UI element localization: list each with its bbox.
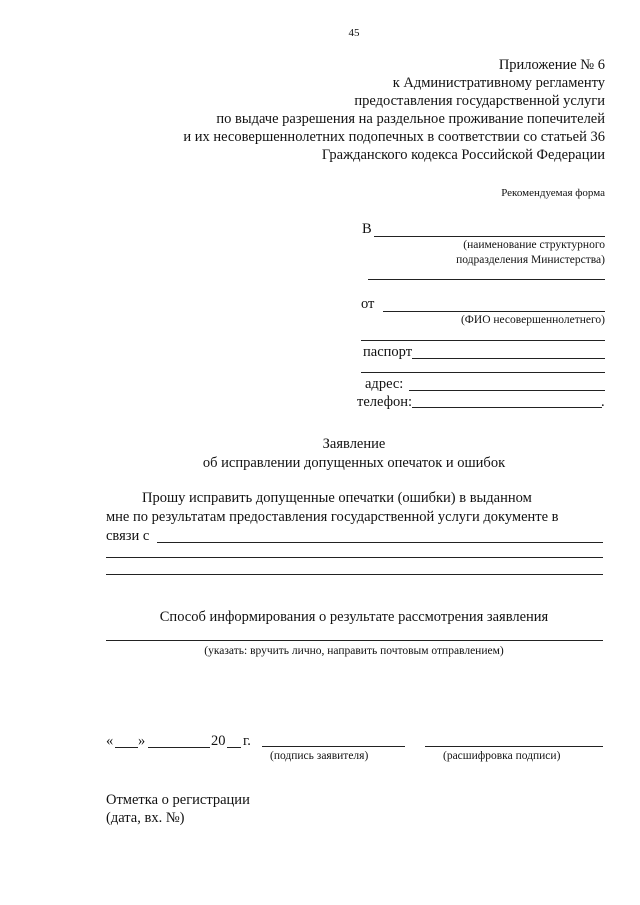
date-month-field[interactable] bbox=[148, 747, 210, 748]
signature-field-line[interactable] bbox=[262, 746, 405, 747]
registration-mark-hint: (дата, вх. №) bbox=[106, 810, 185, 826]
to-hint-2: подразделения Министерства) bbox=[456, 254, 605, 266]
reason-field-line-3[interactable] bbox=[106, 574, 603, 575]
date-year-prefix: 20 bbox=[211, 733, 226, 749]
phone-field-line[interactable] bbox=[412, 407, 602, 408]
to-hint-1: (наименование структурного bbox=[463, 239, 605, 251]
passport-field-line[interactable] bbox=[412, 358, 605, 359]
reason-field-line-2[interactable] bbox=[106, 557, 603, 558]
body-line-2: мне по результатам предоставления государственной услуги документе в bbox=[106, 509, 559, 525]
from-field-line-2[interactable] bbox=[361, 340, 605, 341]
body-line-1: Прошу исправить допущенные опечатки (ошибки) в выданном bbox=[142, 490, 532, 506]
body-line-3: связи с bbox=[106, 528, 150, 544]
passport-field-line-2[interactable] bbox=[361, 372, 605, 373]
phone-label: телефон: bbox=[357, 394, 413, 410]
notification-heading: Способ информирования о результате рассмотрения заявления bbox=[159, 609, 549, 625]
date-year-suffix: г. bbox=[243, 733, 251, 749]
notification-hint: (указать: вручить лично, направить почтовым отправлением) bbox=[204, 645, 504, 657]
date-open-quote: « bbox=[106, 733, 114, 749]
from-field-line[interactable] bbox=[383, 311, 605, 312]
signature-decode-field-line[interactable] bbox=[425, 746, 603, 747]
date-year-field[interactable] bbox=[227, 747, 241, 748]
recommended-form-label: Рекомендуемая форма bbox=[501, 187, 605, 199]
phone-end-dot: . bbox=[601, 394, 605, 410]
page-number: 45 bbox=[348, 27, 360, 39]
appendix-line-5: и их несовершеннолетних подопечных в соответствии со статьей 36 bbox=[183, 129, 605, 145]
from-hint: (ФИО несовершеннолетнего) bbox=[460, 314, 605, 326]
document-title: Заявление bbox=[322, 436, 386, 452]
passport-label: паспорт bbox=[363, 344, 413, 360]
appendix-line-6: Гражданского кодекса Российской Федерации bbox=[321, 147, 605, 163]
address-field-line[interactable] bbox=[409, 390, 605, 391]
signature-decode-hint: (расшифровка подписи) bbox=[443, 750, 561, 762]
from-label: от bbox=[361, 296, 375, 312]
reason-field-line-1[interactable] bbox=[157, 542, 603, 543]
appendix-line-3: предоставления государственной услуги bbox=[354, 93, 605, 109]
address-label: адрес: bbox=[365, 376, 404, 392]
appendix-line-1: Приложение № 6 bbox=[498, 57, 605, 73]
to-field-line-2[interactable] bbox=[368, 279, 605, 280]
signature-hint: (подпись заявителя) bbox=[270, 750, 369, 762]
document-subtitle: об исправлении допущенных опечаток и ошибок bbox=[202, 455, 506, 471]
appendix-line-4: по выдаче разрешения на раздельное проживание попечителей bbox=[216, 111, 605, 127]
registration-mark-label: Отметка о регистрации bbox=[106, 792, 250, 808]
appendix-line-2: к Административному регламенту bbox=[392, 75, 605, 91]
date-close-quote: » bbox=[138, 733, 146, 749]
date-day-field[interactable] bbox=[115, 747, 138, 748]
to-field-line[interactable] bbox=[374, 236, 605, 237]
notification-field-line[interactable] bbox=[106, 640, 603, 641]
to-label: В bbox=[362, 221, 372, 237]
